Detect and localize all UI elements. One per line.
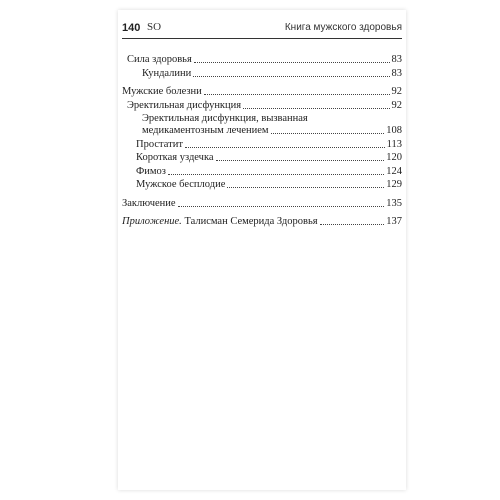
toc-entry: Короткая уздечка 120: [136, 152, 402, 163]
toc-entry: Фимоз 124: [136, 165, 402, 177]
toc-entry: Простатит 113: [136, 138, 402, 150]
ornament-icon: ЅО: [147, 21, 162, 33]
toc-entry: Мужские болезни 92: [122, 86, 402, 97]
book-title: Книга мужского здоровья: [284, 22, 402, 33]
toc-entry: медикаментозным лечением 108: [142, 125, 402, 136]
table-of-contents: [122, 54, 402, 230]
page-number: 140: [122, 22, 141, 34]
toc-entry: Эректильная дисфункция 92: [127, 99, 402, 111]
toc-entry: Кундалини 83: [142, 67, 402, 79]
toc-entry: Мужское бесплодие 129: [136, 179, 402, 190]
toc-entry: Сила здоровья 83: [127, 54, 402, 65]
toc-entry-line: Эректильная дисфункция, вызванная: [142, 113, 308, 124]
toc-entry: Заключение 135: [122, 197, 402, 209]
toc-entry: Приложение. Талисман Семерида Здоровья 137: [122, 216, 402, 227]
book-page: [118, 10, 406, 490]
running-header: [122, 22, 402, 39]
